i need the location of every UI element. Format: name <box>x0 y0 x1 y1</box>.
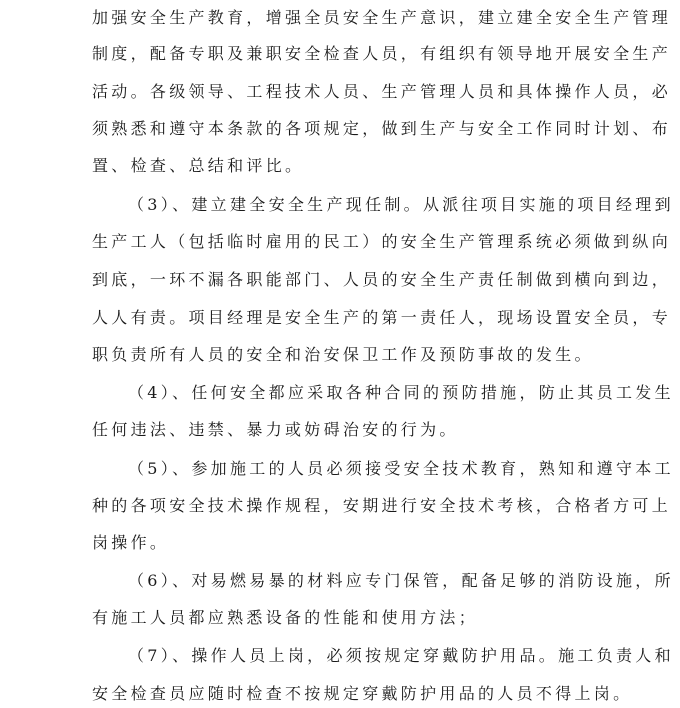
text-line: 须熟悉和遵守本条款的各项规定，做到生产与安全工作同时计划、布 <box>92 119 672 138</box>
text-line: （7）、操作人员上岗，必须按规定穿戴防护用品。施工负责人和 <box>128 646 674 665</box>
text-line: （5）、参加施工的人员必须接受安全技术教育，熟知和遵守本工 <box>128 459 674 478</box>
text-line: 活动。各级领导、工程技术人员、生产管理人员和具体操作人员，必 <box>92 82 672 101</box>
text-line: 职负责所有人员的安全和治安保卫工作及预防事故的发生。 <box>92 345 594 364</box>
text-line: 安全检查员应随时检查不按规定穿戴防护用品的人员不得上岗。 <box>92 684 633 703</box>
text-line: 置、检查、总结和评比。 <box>92 156 305 175</box>
text-line: 到底，一环不漏各职能部门、人员的安全生产责任制做到横向到边， <box>92 270 672 289</box>
text-line: 生产工人（包括临时雇用的民工）的安全生产管理系统必须做到纵向 <box>92 232 672 251</box>
text-line: 人人有责。项目经理是安全生产的第一责任人，现场设置安全员，专 <box>92 308 672 327</box>
text-line: 种的各项安全技术操作规程，安期进行安全技术考核，合格者方可上 <box>92 496 672 515</box>
text-line: （3）、建立建全安全生产现任制。从派往项目实施的项目经理到 <box>128 195 674 214</box>
text-line: 任何违法、违禁、暴力或妨碍治安的行为。 <box>92 420 459 439</box>
text-line: 有施工人员都应熟悉设备的性能和使用方法； <box>92 608 479 627</box>
text-line: 岗操作。 <box>92 533 170 552</box>
text-line: （6）、对易燃易暴的材料应专门保管，配备足够的消防设施，所 <box>128 571 674 590</box>
text-line: （4）、任何安全都应采取各种合同的预防措施，防止其员工发生 <box>128 383 674 402</box>
text-line: 制度，配备专职及兼职安全检查人员，有组织有领导地开展安全生产 <box>92 44 672 63</box>
text-line: 加强安全生产教育，增强全员安全生产意识，建立建全安全生产管理 <box>92 8 672 27</box>
